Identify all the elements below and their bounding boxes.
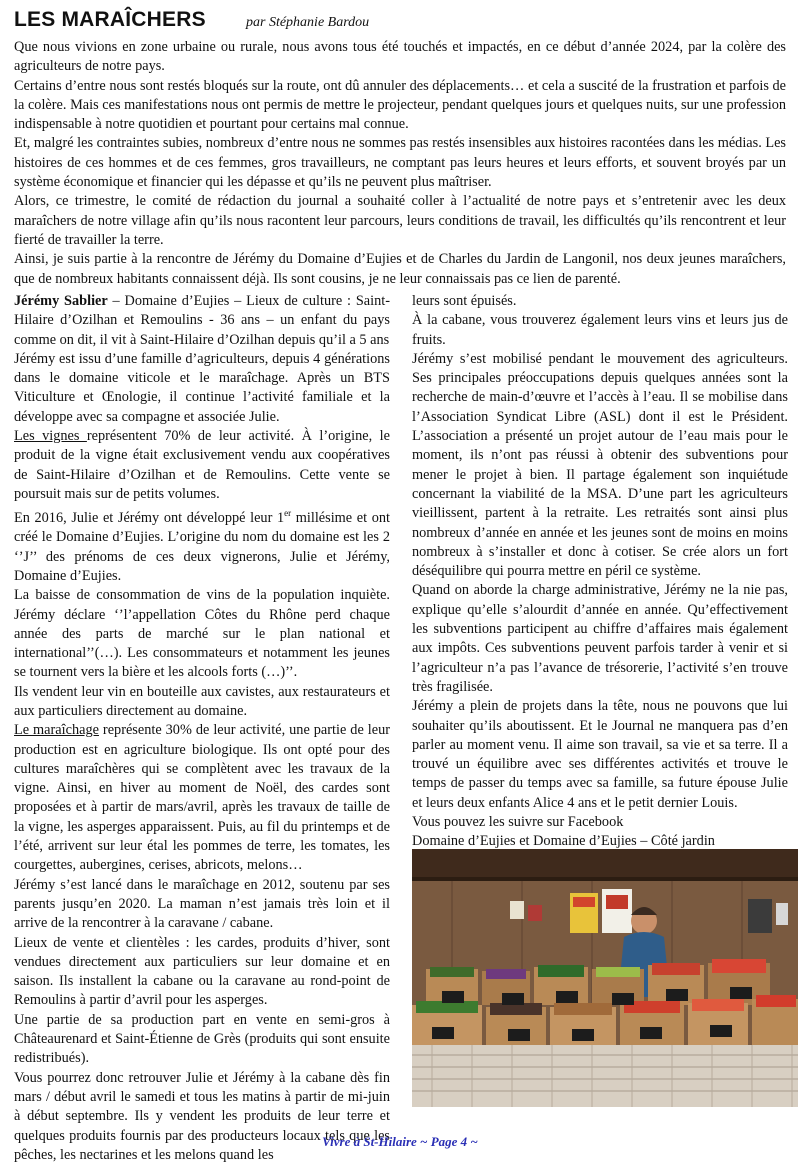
intro-paragraph: Et, malgré les contraintes subies, nombreux d’entre nous ne sommes pas restés insensibles aux histoires racontées dans les médias. Les histoires de ces hommes et de ces femmes, gros travailleurs, ne comptant pas leurs heures et leurs efforts, et souvent broyés par un système économique et financier qui les dépasse et qu’ils ne peuvent plus maîtriser.	[14, 135, 786, 191]
article-author: par Stéphanie Bardou	[246, 15, 370, 30]
article-header	[14, 8, 786, 38]
body-paragraph: Une partie de sa production part en vente en semi-gros à Châteaurenard et Saint-Étienne de Grès (produits qui sont ensuite redistribués).	[14, 1011, 390, 1067]
body-paragraph: Les vignes représentent 70% de leur activité. À l’origine, le produit de la vigne était exclusivement vendu aux coopératives de Saint-Hilaire d’Ozilhan et de Remoulins. Cette vente se poursuit mais sur de petits volumes.	[14, 428, 390, 502]
page-footer: Vivre à St-Hilaire ~ Page 4 ~	[322, 1134, 478, 1149]
body-paragraph: En 2016, Julie et Jérémy ont développé leur 1er millésime et ont créé le Domaine d’Eujies. L’origine du nom du domaine est les 2 ‘’J’’ des prénoms de ces deux vignerons, Julie et Jérémy, Domaine d’Eujies.	[14, 508, 390, 584]
superscript: er	[284, 508, 292, 519]
intro-paragraph: Alors, ce trimestre, le comité de rédaction du journal a souhaité coller à l’actualité de notre pays et s’entretenir avec les deux maraîchers de notre village afin qu’ils nous racontent leur parcours, leurs conditions de travail, les difficultés qu’ils rencontrent et leur fierté de travailler la terre.	[14, 193, 786, 248]
body-paragraph: Jérémy s’est lancé dans le maraîchage en 2012, soutenu par ses parents jusqu’en 2020. La maman n’est jamais très loin et il arrive de la rencontrer à la caravane / cabane.	[14, 876, 390, 932]
intro-section	[14, 38, 786, 289]
profile-name: Jérémy Sablier	[14, 293, 108, 309]
right-column	[412, 292, 788, 852]
body-paragraph: Lieux de vente et clientèles : les cardes, produits d’hiver, sont vendues directement aux particuliers sur leur domaine et en saison. Ils installent la cabane ou la caravane au rond-point de Remoulins à partir d’avril pour les asperges.	[14, 934, 390, 1009]
article-title: LES MARAÎCHERS	[14, 8, 206, 31]
left-column	[14, 292, 390, 1165]
body-paragraph: leurs sont épuisés.	[412, 293, 517, 309]
body-paragraph: Jérémy est issu d’une famille d’agriculteurs, depuis 4 générations dans le domaine viticole et le maraîchage. Après un BTS Viticulture et Œnologie, il continue l’activité familiale et la développe avec sa compagne et associée Julie.	[14, 350, 390, 425]
intro-paragraph: Certains d’entre nous sont restés bloqués sur la route, ont dû annuler des déplacements… et cela a suscité de la frustration et parfois de la colère. Mais ces manifestations nous ont permis de mettre le projecteur, pendant quelques jours et quelques nuits, sur une profession indispensable à notre quotidien et pourtant pour certains mal connue.	[14, 77, 786, 133]
body-paragraph: Vous pourrez donc retrouver Julie et Jérémy à la cabane dès fin mars / début avril le samedi et tous les matins à partir de mi-juin à début septembre. Ils y vendent les produits de leur terre et quelques produits fournis par des producteurs locaux tels que les pêches, les nectarines et les melons quand les	[14, 1069, 390, 1163]
facebook-line: Vous pouvez les suivre sur Facebook	[412, 814, 624, 831]
underlined-heading: Le maraîchage	[14, 722, 99, 739]
body-paragraph: À la cabane, vous trouverez également leurs vins et leurs jus de fruits.	[412, 312, 788, 348]
intro-paragraph: Ainsi, je suis partie à la rencontre de Jérémy du Domaine d’Eujies et de Charles du Jardin de Langonil, nos deux jeunes maraîchers, que de nombreux habitants connaissent déjà. Ils sont cousins, je ne leur connaissais pas ce lien de parenté.	[14, 251, 786, 287]
underlined-heading: Les vignes	[14, 428, 87, 445]
body-paragraph: Ils vendent leur vin en bouteille aux cavistes, aux restaurateurs et aux particuliers directement au domaine.	[14, 683, 390, 719]
body-paragraph: Jérémy a plein de projets dans la tête, nous ne pouvons que lui souhaiter qu’ils aboutissent. Et le Journal ne manquera pas d’en parler au moment venu. Il aime son travail, sa vie et sa terre. Il a trouvé un équilibre avec ses différentes activités et trouve le temps de passer du temps avec sa famille, sa future épouse Julie et leurs deux enfants Alice 4 ans et le petit dernier Louis.	[412, 698, 788, 811]
body-paragraph: Quand on aborde la charge administrative, Jérémy ne la nie pas, explique qu’elle s’alourdit d’année en année. Qu’effectivement les subventions participent au chiffre d’affaires mais également aux impôts. Ces subventions peuvent parfois tarder à venir et si l’agriculteur n’a pas l’avance de trésorerie, l’activité s’en trouve très fragilisée.	[412, 582, 788, 695]
facebook-pages-line: Domaine d’Eujies et Domaine d’Eujies – Côté jardin	[412, 833, 715, 850]
body-paragraph: Le maraîchage représente 30% de leur activité, une partie de leur production est en agriculture biologique. Ils ont opté pour des cultures maraîchères qui se complètent avec les travaux de la vigne. Ainsi, en hiver au moment de Noël, des cardes sont proposées et à partir de mars/avril, après les travaux de taille de la vigne, les asperges apparaissent. Puis, au fil du printemps et de l’été, arrivent sur leur étal les pommes de terre, les tomates, les courgettes, aubergines, cerises, abricots, melons…	[14, 722, 390, 874]
intro-paragraph: Que nous vivions en zone urbaine ou rurale, nous avons tous été touchés et impactés, en ce début d’année 2024, par la colère des agriculteurs de notre pays.	[14, 39, 786, 75]
market-stall-photo	[412, 849, 798, 1107]
profile-intro-paragraph	[14, 292, 390, 350]
market-stall-illustration	[412, 849, 798, 1107]
profile-details: – Domaine d’Eujies – Lieux de culture : Saint-Hilaire d’Ozilhan et Remoulins - 36 ans – un enfant du pays comme on dit, il vit à Saint-Hilaire d’Ozilhan depuis qu’il a 5 ans	[14, 293, 390, 348]
body-paragraph: La baisse de consommation de vins de la population inquiète. Jérémy déclare ‘’l’appellation Côtes du Rhône perd chaque année des parts de marché sur le plan national et international’’(…). Les consommateurs et notamment les jeunes se tournent vers la bière et les alcools forts (…)’’.	[14, 587, 390, 681]
body-paragraph: Jérémy s’est mobilisé pendant le mouvement des agriculteurs. Ses principales préoccupations depuis quelques années sont la recherche de main-d’œuvre et l’accès à l’eau. Il se mobilise dans l’Association Syndicat Libre (ASL) dont il est le Président. L’association a présenté un projet autour de l’eau mais pour le moment, ils n’ont pas réussi à obtenir des subventions pour mener le projet à bien. Il partage également son inquiétude concernant la viabilité de la MSA. D’une part les agriculteurs vieillissent, partent à la retraite. Les retraités sont ainsi plus nombreux d’année en année et les jeunes sont de moins en moins nombreux à s’installer et donc à cotiser. Se crée alors un fort déséquilibre qui pourra mettre en péril ce système.	[412, 350, 788, 580]
